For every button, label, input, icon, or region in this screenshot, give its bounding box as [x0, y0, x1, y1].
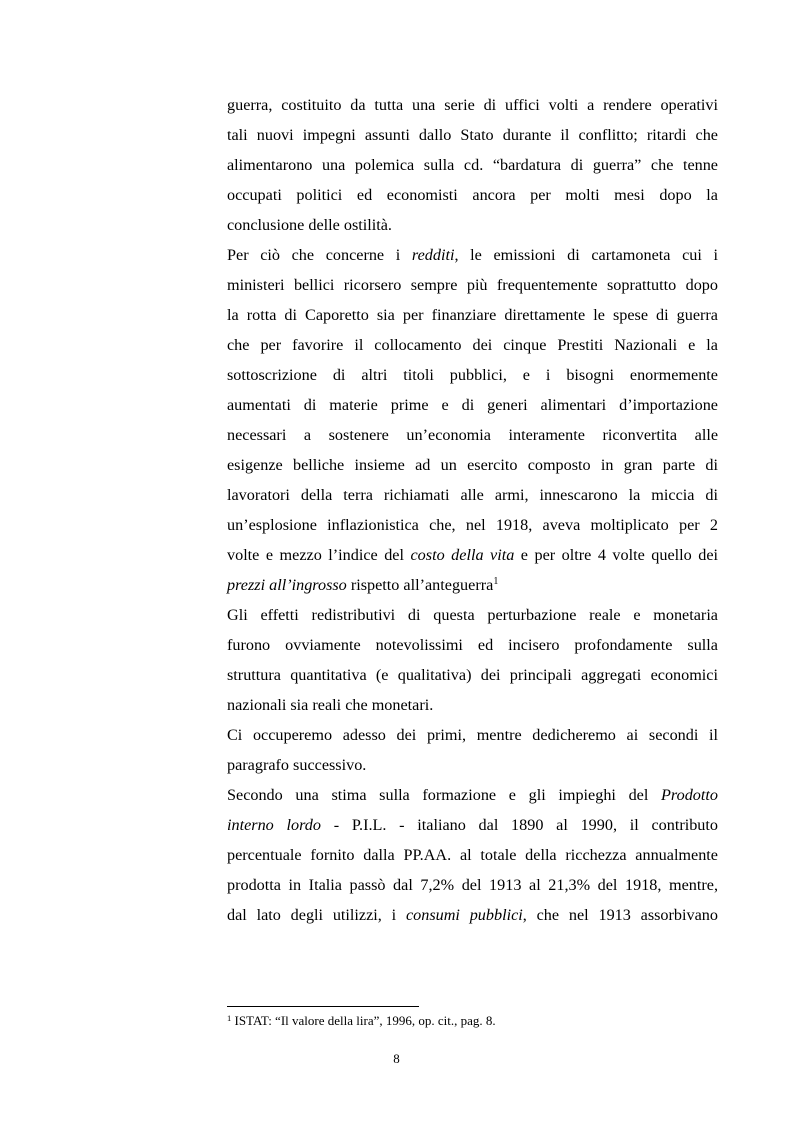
footnote-marker: 1: [227, 1013, 232, 1023]
body-line: [227, 785, 718, 805]
footnote-divider: [227, 1006, 419, 1007]
body-line: [227, 575, 718, 595]
body-line: percentuale fornito dalla PP.AA. al totale della ricchezza annualmente: [227, 846, 718, 864]
page-number: 8: [393, 1051, 400, 1066]
body-line: [227, 905, 718, 925]
body-line: che per favorire il collocamento dei cinque Prestiti Nazionali e la: [227, 336, 718, 354]
body-line: occupati politici ed economisti ancora per molti mesi dopo la: [227, 186, 718, 204]
italic-term: consumi pubblici: [405, 906, 523, 924]
body-line: tali nuovi impegni assunti dallo Stato durante il conflitto; ritardi che: [227, 126, 718, 144]
body-line: Gli effetti redistributivi di questa perturbazione reale e monetaria: [227, 606, 718, 624]
footnote-text: ISTAT: “Il valore della lira”, 1996, op. cit., pag. 8.: [231, 1013, 496, 1028]
text-run: - P.I.L. - italiano dal 1890 al 1990, il contributo: [320, 816, 718, 834]
text-run: rispetto all’anteguerra: [346, 576, 494, 594]
italic-term: interno lordo: [227, 816, 321, 834]
body-line: prodotta in Italia passò dal 7,2% del 1913 al 21,3% del 1918, mentre,: [227, 876, 718, 894]
body-line: furono ovviamente notevolissimi ed incisero profondamente sulla: [227, 636, 718, 654]
italic-term: prezzi all’ingrosso: [227, 576, 347, 594]
italic-term: redditi: [411, 246, 455, 264]
body-line: alimentarono una polemica sulla cd. “bardatura di guerra” che tenne: [227, 156, 718, 174]
italic-term: costo della vita: [410, 546, 515, 564]
body-line: [227, 545, 718, 565]
body-line: aumentati di materie prime e di generi alimentari d’importazione: [227, 396, 718, 414]
body-line: struttura quantitativa (e qualitativa) dei principali aggregati economici: [227, 666, 718, 684]
body-line: la rotta di Caporetto sia per finanziare direttamente le spese di guerra: [227, 306, 718, 324]
body-line: necessari a sostenere un’economia interamente riconvertita alle: [227, 426, 718, 444]
footnote-ref[interactable]: 1: [493, 576, 499, 587]
body-line: nazionali sia reali che monetari.: [227, 696, 434, 714]
body-line: [227, 815, 718, 835]
text-run: dal lato degli utilizzi, i: [227, 906, 406, 924]
text-run: Per ciò che concerne i: [227, 246, 412, 264]
text-run: , che nel 1913 assorbivano: [522, 906, 718, 924]
body-line: lavoratori della terra richiamati alle armi, innescarono la miccia di: [227, 486, 718, 504]
body-line: sottoscrizione di altri titoli pubblici, e i bisogni enormemente: [227, 366, 718, 384]
body-line: ministeri bellici ricorsero sempre più frequentemente soprattutto dopo: [227, 276, 718, 294]
body-line: guerra, costituito da tutta una serie di uffici volti a rendere operativi: [227, 96, 718, 114]
footnote: [227, 1013, 496, 1029]
body-line: [227, 245, 718, 265]
body-line: conclusione delle ostilità.: [227, 216, 392, 234]
text-run: , le emissioni di cartamoneta cui i: [454, 246, 718, 264]
body-line: un’esplosione inflazionistica che, nel 1918, aveva moltiplicato per 2: [227, 516, 718, 534]
body-line: paragrafo successivo.: [227, 756, 367, 774]
body-line: Ci occuperemo adesso dei primi, mentre dedicheremo ai secondi il: [227, 726, 718, 744]
text-run: Secondo una stima sulla formazione e gli impieghi del: [227, 786, 662, 804]
text-run: e per oltre 4 volte quello dei: [514, 546, 719, 564]
body-line: esigenze belliche insieme ad un esercito composto in gran parte di: [227, 456, 718, 474]
italic-term: Prodotto: [661, 786, 718, 804]
text-run: volte e mezzo l’indice del: [227, 546, 411, 564]
